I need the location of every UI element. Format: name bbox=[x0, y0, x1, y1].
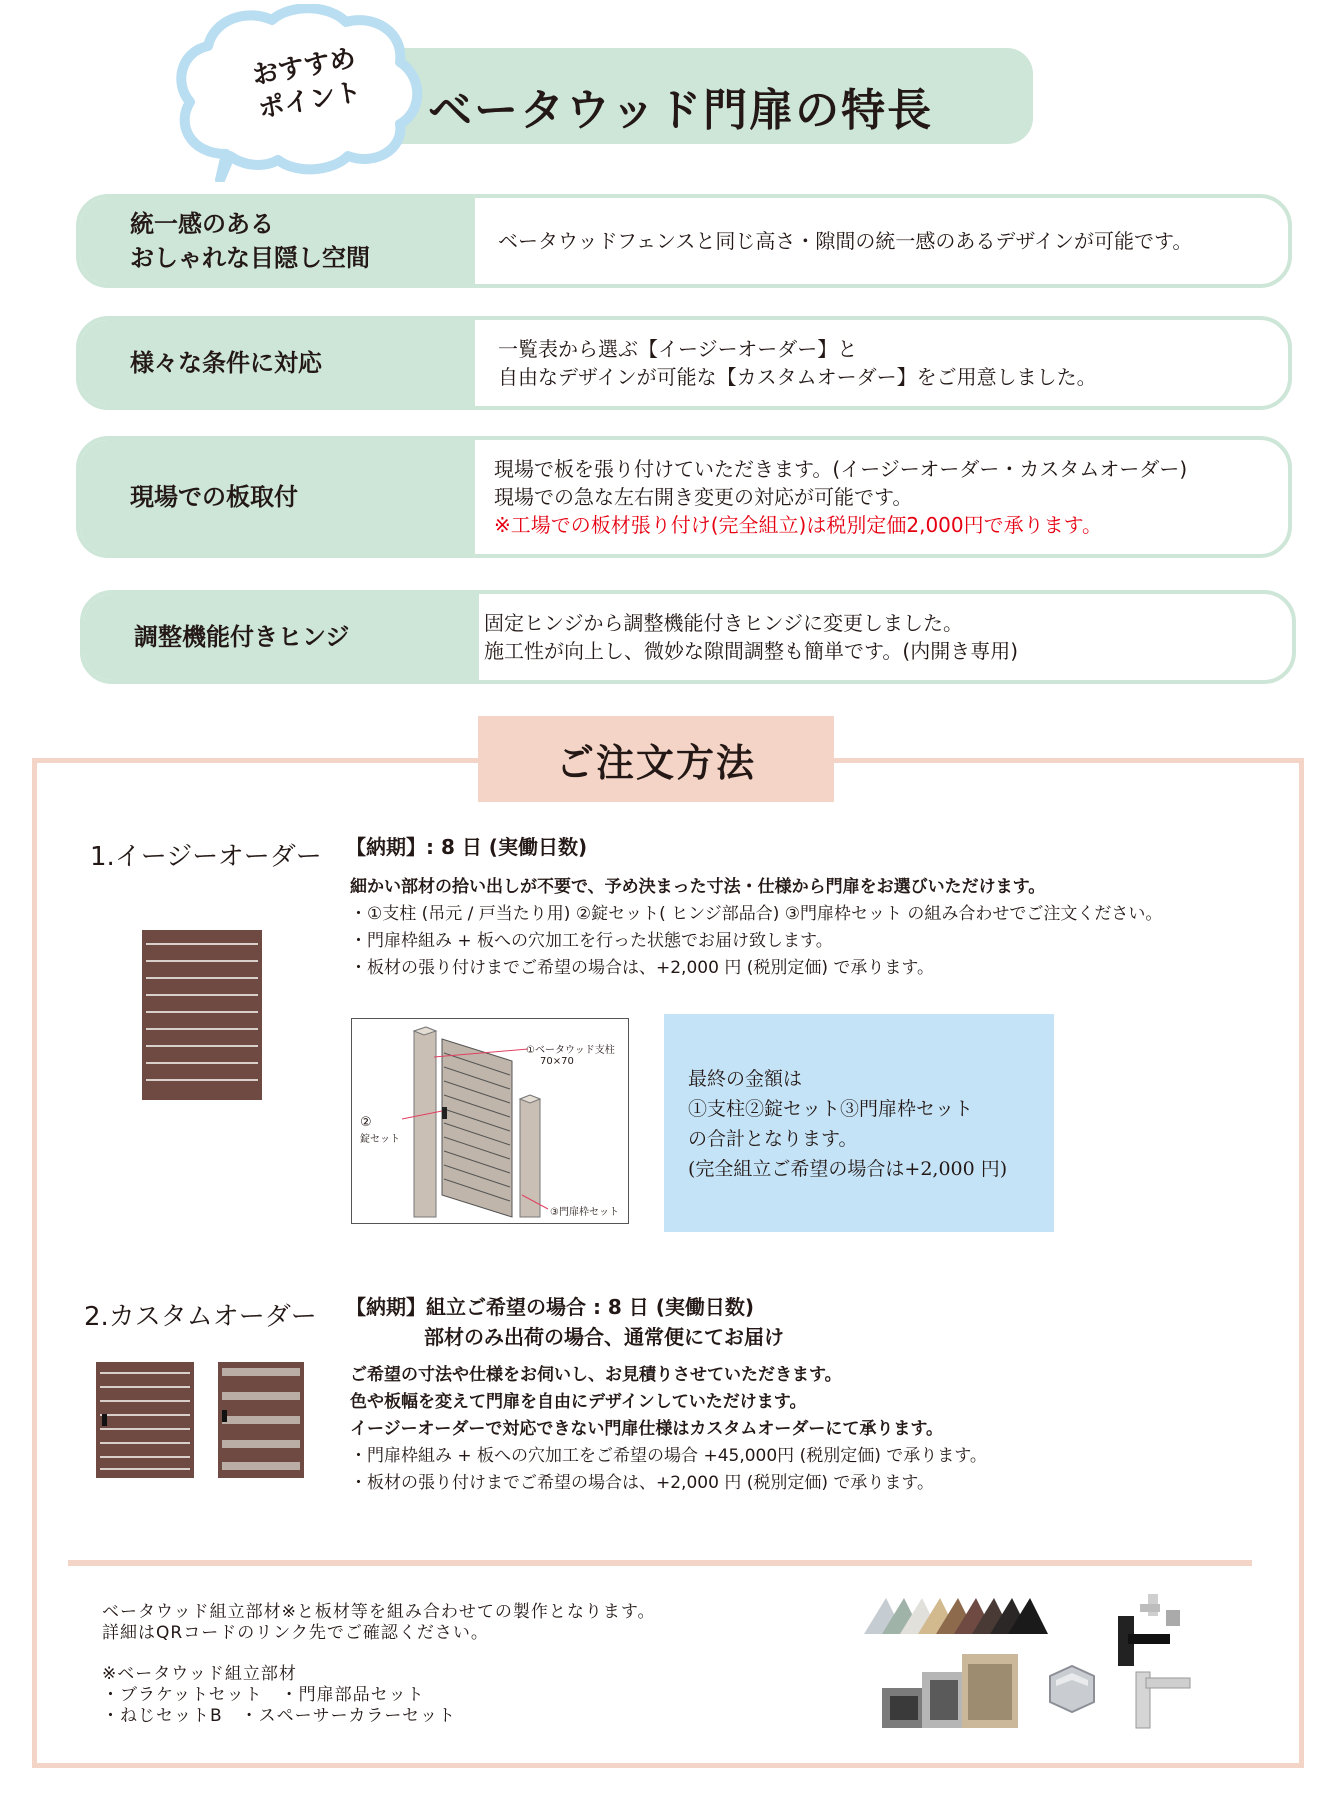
feature-label bbox=[130, 198, 370, 284]
feature-desc bbox=[498, 320, 1097, 406]
feature-row-1 bbox=[76, 194, 1292, 288]
feature-desc-line: 固定ヒンジから調整機能付きヒンジに変更しました。 bbox=[484, 611, 963, 635]
feature-desc-line: 現場での急な左右開き変更の対応が可能です。 bbox=[494, 485, 913, 509]
feature-note: ※工場での板材張り付け(完全組立)は税別定価2,000円で承ります。 bbox=[494, 513, 1103, 537]
custom-order-lead: 色や板幅を変えて門扉を自由にデザインしていただけます。 bbox=[350, 1392, 807, 1412]
diagram-label-frame: ③門扉枠セット bbox=[550, 1207, 619, 1218]
feature-row-2 bbox=[76, 316, 1292, 410]
feature-label: 現場での板取付 bbox=[130, 483, 298, 511]
easy-order-bullet: ・①支柱 (吊元 / 戸当たり用) ②錠セット( ヒンジ部品合) ③門扉枠セット の組み合わせでご注文ください。 bbox=[350, 904, 1163, 924]
custom-order-text bbox=[350, 1362, 987, 1497]
badge-line-1: おすすめ bbox=[250, 43, 358, 92]
footer-parts-line: ・ねじセットB ・スペーサーカラーセット bbox=[102, 1706, 456, 1726]
feature-desc-line: 現場で板を張り付けていただきます。(イージーオーダー・カスタムオーダー) bbox=[494, 457, 1188, 481]
custom-order-lead: イージーオーダーで対応できない門扉仕様はカスタムオーダーにて承ります。 bbox=[350, 1419, 943, 1439]
price-note-line: ①支柱②錠セット③門扉枠セット bbox=[688, 1098, 974, 1120]
feature-desc-line: ベータウッドフェンスと同じ高さ・隙間の統一感のあるデザインが可能です。 bbox=[498, 229, 1193, 253]
feature-desc bbox=[494, 440, 1187, 554]
custom-order-lead: ご希望の寸法や仕様をお伺いし、お見積りさせていただきます。 bbox=[350, 1365, 842, 1385]
diagram-label: 錠セット bbox=[360, 1134, 400, 1145]
custom-order-title: 2.カスタムオーダー bbox=[84, 1302, 317, 1332]
footer-line: ベータウッド組立部材※と板材等を組み合わせての製作となります。 bbox=[102, 1602, 656, 1622]
price-note-text bbox=[688, 1064, 1007, 1184]
page-title: ベータウッド門扉の特長 bbox=[428, 85, 934, 136]
price-note-box bbox=[664, 1014, 1054, 1232]
footer-spacer bbox=[102, 1644, 656, 1664]
custom-order-bullet: ・門扉枠組み + 板への穴加工をご希望の場合 +45,000円 (税別定価) で承ります。 bbox=[350, 1446, 987, 1466]
feature-desc bbox=[498, 198, 1192, 284]
feature-label-line: 統一感のある bbox=[130, 210, 274, 238]
custom-order-bullet: ・板材の張り付けまでご希望の場合は、+2,000 円 (税別定価) で承ります。 bbox=[350, 1473, 935, 1493]
custom-order-delivery-line: 【納期】組立ご希望の場合 : 8 日 (実働日数) bbox=[346, 1295, 755, 1319]
gate-hardware-image bbox=[1110, 1590, 1196, 1732]
feature-row-3 bbox=[76, 436, 1292, 558]
easy-order-bullet: ・板材の張り付けまでご希望の場合は、+2,000 円 (税別定価) で承ります。 bbox=[350, 958, 935, 978]
custom-gate-image-1 bbox=[96, 1362, 194, 1478]
feature-desc-line: 自由なデザインが可能な【カスタムオーダー】をご用意しました。 bbox=[498, 365, 1097, 389]
spacer-collar-image bbox=[1046, 1662, 1098, 1714]
feature-desc-line: 施工性が向上し、微妙な隙間調整も簡単です。(内開き専用) bbox=[484, 639, 1019, 663]
feature-label-line: おしゃれな目隠し空間 bbox=[130, 244, 370, 272]
feature-desc-line: 一覧表から選ぶ【イージーオーダー】と bbox=[498, 337, 858, 361]
section-divider bbox=[68, 1560, 1252, 1566]
gate-panel-image bbox=[142, 930, 262, 1100]
diagram-label: 70×70 bbox=[540, 1056, 574, 1067]
color-swatches-image bbox=[864, 1594, 1056, 1640]
easy-order-text bbox=[350, 874, 1162, 982]
diagram-label: ①ベータウッド支柱 bbox=[526, 1045, 615, 1056]
footer-parts-line: ・ブラケットセット ・門扉部品セット bbox=[102, 1685, 425, 1705]
price-note-line: 最終の金額は bbox=[688, 1068, 803, 1090]
custom-order-delivery-line: 部材のみ出荷の場合、通常便にてお届け bbox=[424, 1325, 784, 1349]
feature-label: 調整機能付きヒンジ bbox=[134, 623, 350, 651]
custom-order-delivery bbox=[346, 1292, 784, 1352]
easy-order-delivery: 【納期】: 8 日 (実働日数) bbox=[346, 835, 588, 859]
custom-gate-image-2 bbox=[218, 1362, 304, 1478]
diagram-label-post bbox=[526, 1041, 615, 1067]
order-title: ご注文方法 bbox=[478, 716, 834, 802]
diagram-label: ② bbox=[360, 1115, 372, 1130]
footer-line: 詳細はQRコードのリンク先でご確認ください。 bbox=[102, 1623, 489, 1643]
feature-row-4 bbox=[80, 590, 1296, 684]
price-note-line: の合計となります。 bbox=[688, 1128, 858, 1150]
footer-parts-title: ※ベータウッド組立部材 bbox=[102, 1664, 297, 1684]
easy-order-lead: 細かい部材の拾い出しが不要で、予め決まった寸法・仕様から門扉をお選びいただけます。 bbox=[350, 877, 1046, 897]
badge-line-2: ポイント bbox=[256, 76, 364, 125]
price-note-line: (完全組立ご希望の場合は+2,000 円) bbox=[688, 1158, 1008, 1180]
easy-order-bullet: ・門扉枠組み + 板への穴加工を行った状態でお届け致します。 bbox=[350, 931, 833, 951]
footer-text bbox=[102, 1602, 656, 1727]
gate-diagram bbox=[351, 1018, 629, 1224]
aluminum-posts-image bbox=[882, 1654, 1018, 1744]
feature-desc bbox=[484, 594, 1018, 680]
diagram-label-lock bbox=[360, 1115, 400, 1145]
easy-order-title: 1.イージーオーダー bbox=[90, 842, 322, 872]
feature-label: 様々な条件に対応 bbox=[130, 349, 322, 377]
